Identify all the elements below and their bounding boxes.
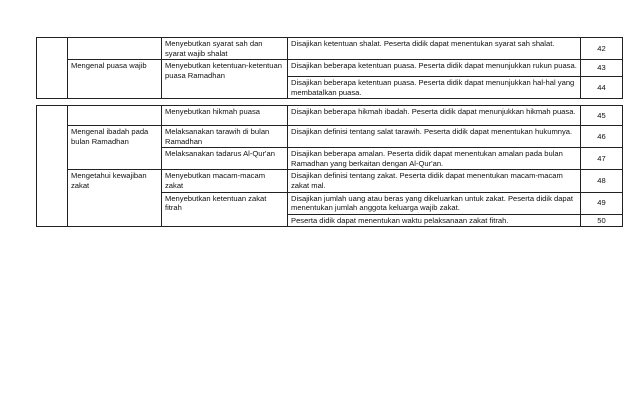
item-cell: Disajikan definisi tentang salat tarawih. Peserta didik dapat menentukan hukumnya. [288, 126, 581, 148]
item-cell: Disajikan beberapa ketentuan puasa. Peserta didik dapat menunjukkan rukun puasa. [288, 60, 581, 77]
item-number: 48 [581, 170, 623, 192]
indicator-cell: Menyebutkan ketentuan-ketentuan puasa Ramadhan [162, 60, 288, 99]
material-cell: Mengenal ibadah pada bulan Ramadhan [68, 126, 162, 170]
indicator-cell: Menyebutkan ketentuan zakat fitrah [162, 192, 288, 227]
material-cell [68, 106, 162, 126]
table-row [37, 60, 623, 77]
item-cell: Peserta didik dapat menentukan waktu pelaksanaan zakat fitrah. [288, 214, 581, 227]
indicator-cell: Menyebutkan syarat sah dan syarat wajib shalat [162, 38, 288, 60]
item-cell: Disajikan beberapa amalan. Peserta didik dapat menentukan amalan pada bulan Ramadhan yang berkaitan dengan Al-Qur'an. [288, 148, 581, 170]
indicator-cell: Menyebutkan macam-macam zakat [162, 170, 288, 192]
indicator-cell: Melaksanakan tadarus Al-Qur'an [162, 148, 288, 170]
indicator-cell: Menyebutkan hikmah puasa [162, 106, 288, 126]
item-cell: Disajikan beberapa hikmah ibadah. Peserta didik dapat menunjukkan hikmah puasa. [288, 106, 581, 126]
item-number: 47 [581, 148, 623, 170]
item-number: 45 [581, 106, 623, 126]
blank-cell [37, 106, 68, 227]
item-number: 42 [581, 38, 623, 60]
material-cell [68, 38, 162, 60]
indicator-cell: Melaksanakan tarawih di bulan Ramadhan [162, 126, 288, 148]
material-cell: Mengenal puasa wajib [68, 60, 162, 99]
item-cell: Disajikan definisi tentang zakat. Peserta didik dapat menentukan macam-macam zakat mal. [288, 170, 581, 192]
item-cell: Disajikan jumlah uang atau beras yang dikeluarkan untuk zakat. Peserta didik dapat menentukan jumlah anggota keluarga wajib zakat. [288, 192, 581, 214]
table-upper [36, 37, 623, 99]
blank-cell [37, 38, 68, 99]
item-number: 43 [581, 60, 623, 77]
table-row [37, 170, 623, 192]
item-number: 49 [581, 192, 623, 214]
item-cell: Disajikan beberapa ketentuan puasa. Peserta didik dapat menunjukkan hal-hal yang membatalkan puasa. [288, 77, 581, 99]
table-lower [36, 105, 623, 227]
table-row [37, 38, 623, 60]
table-row [37, 126, 623, 148]
item-number: 50 [581, 214, 623, 227]
table-row [37, 106, 623, 126]
item-number: 46 [581, 126, 623, 148]
item-cell: Disajikan ketentuan shalat. Peserta didik dapat menentukan syarat sah shalat. [288, 38, 581, 60]
material-cell: Mengetahui kewajiban zakat [68, 170, 162, 227]
item-number: 44 [581, 77, 623, 99]
